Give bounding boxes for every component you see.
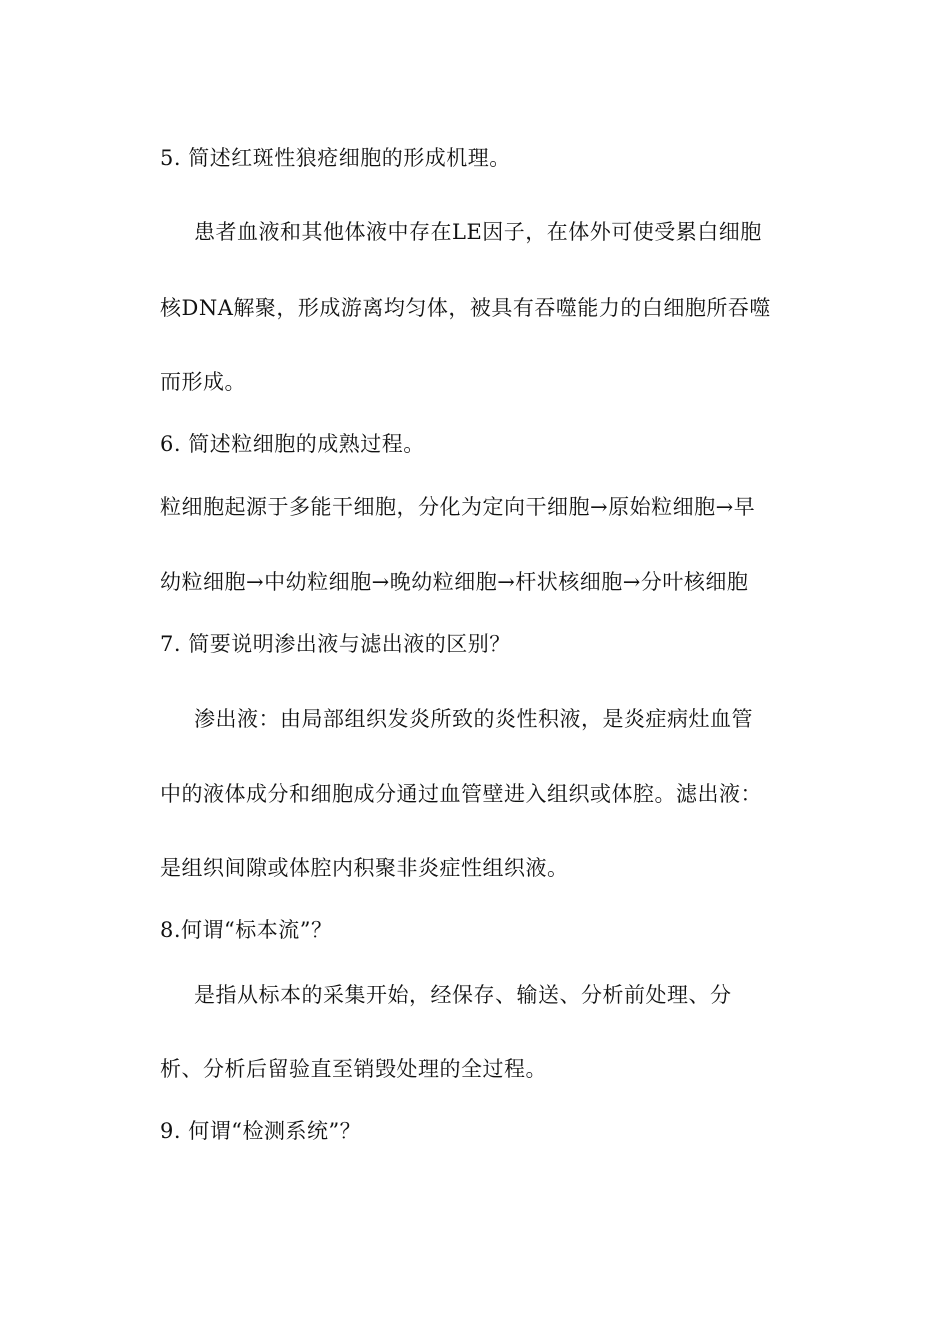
answer-6-line-1: 粒细胞起源于多能干细胞，分化为定向干细胞→原始粒细胞→早 xyxy=(160,495,756,519)
answer-7-line-2: 中的液体成分和细胞成分通过血管壁进入组织或体腔。滤出液： xyxy=(160,782,762,806)
question-5-heading: 5. 简述红斑性狼疮细胞的形成机理。 xyxy=(160,146,511,170)
answer-7-line-1: 渗出液：由局部组织发炎所致的炎性积液，是炎症病灶血管 xyxy=(194,707,753,731)
answer-5-line-3: 而形成。 xyxy=(160,370,246,394)
answer-6-line-2: 幼粒细胞→中幼粒细胞→晚幼粒细胞→杆状核细胞→分叶核细胞 xyxy=(160,570,749,594)
question-7-heading: 7. 简要说明渗出液与滤出液的区别？ xyxy=(160,632,511,656)
question-6-heading: 6. 简述粒细胞的成熟过程。 xyxy=(160,432,425,456)
answer-5-line-2: 核DNA解聚，形成游离均匀体，被具有吞噬能力的白细胞所吞噬 xyxy=(160,296,771,320)
answer-7-line-3: 是组织间隙或体腔内积聚非炎症性组织液。 xyxy=(160,856,569,880)
answer-5-line-1: 患者血液和其他体液中存在LE因子，在体外可使受累白细胞 xyxy=(194,220,762,244)
question-8-heading: 8.何谓“标本流”？ xyxy=(160,918,333,942)
answer-8-line-2: 析、分析后留验直至销毁处理的全过程。 xyxy=(160,1057,547,1081)
answer-8-line-1: 是指从标本的采集开始，经保存、输送、分析前处理、分 xyxy=(194,983,732,1007)
question-9-heading: 9. 何谓“检测系统”？ xyxy=(160,1119,362,1143)
